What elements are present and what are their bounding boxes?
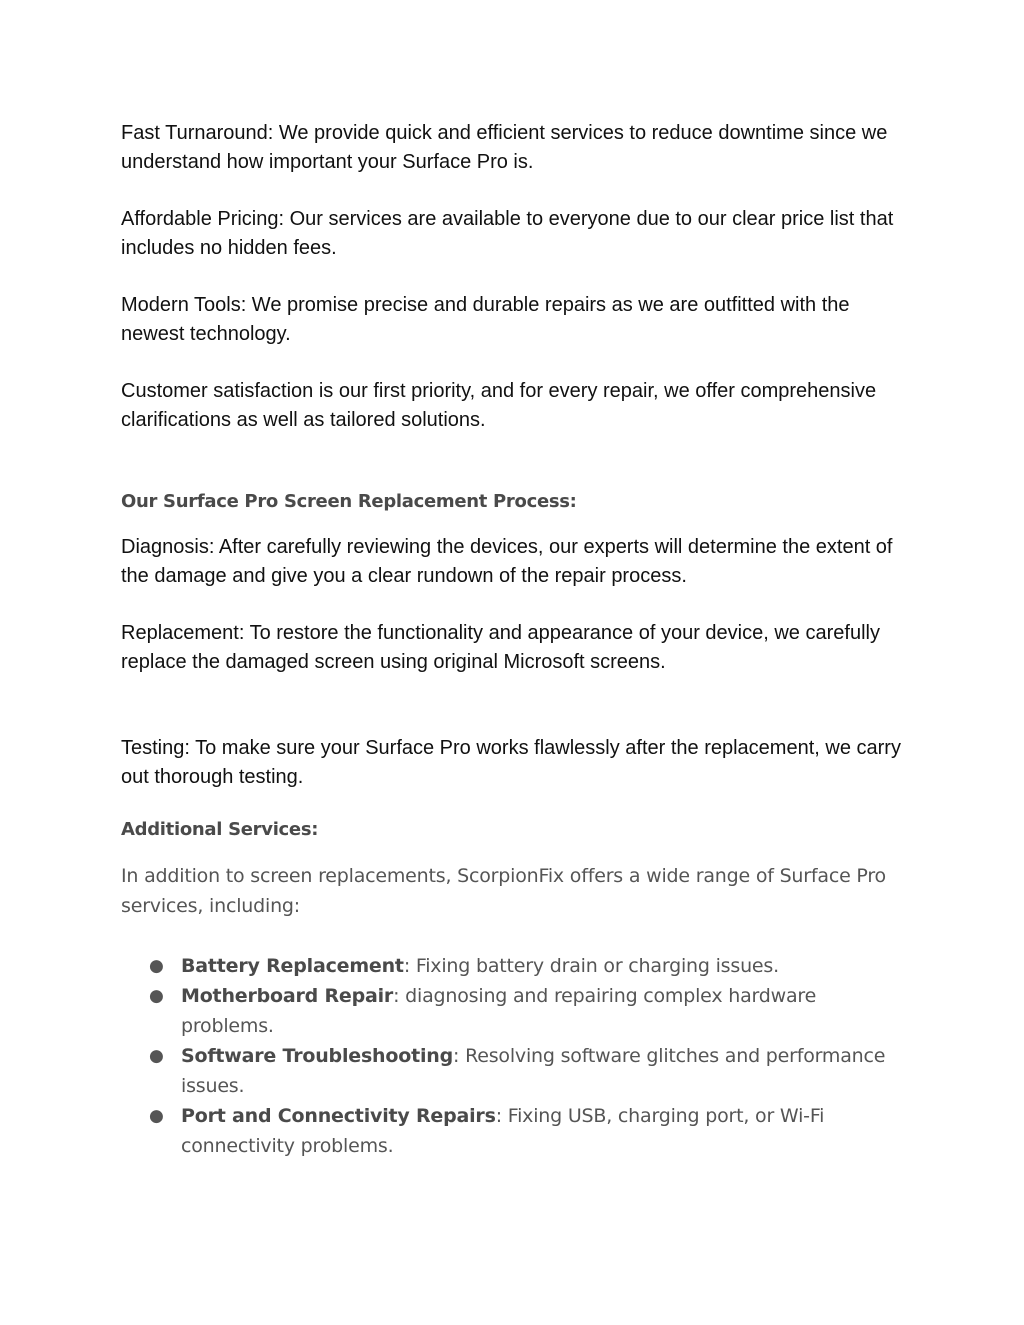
service-name: Battery Replacement bbox=[181, 955, 404, 977]
service-description: : diagnosing and repairing complex hardware problems. bbox=[181, 985, 817, 1037]
process-heading: Our Surface Pro Screen Replacement Process: bbox=[121, 491, 577, 512]
service-name: Software Troubleshooting bbox=[181, 1045, 454, 1067]
list-item-motherboard-repair bbox=[121, 981, 901, 1041]
service-description: : Fixing battery drain or charging issues. bbox=[403, 955, 779, 977]
additional-services-heading: Additional Services: bbox=[121, 819, 319, 840]
testing-paragraph: Testing: To make sure your Surface Pro works flawlessly after the replacement, we carry out thorough testing. bbox=[121, 737, 901, 788]
bullet-icon: ● bbox=[149, 986, 164, 1006]
service-name: Motherboard Repair bbox=[181, 985, 394, 1007]
list-item-port-connectivity-repairs bbox=[121, 1101, 901, 1161]
customer-satisfaction-paragraph: Customer satisfaction is our first priority, and for every repair, we offer comprehensive clarifications as well as tailored solutions. bbox=[121, 380, 877, 431]
replacement-paragraph: Replacement: To restore the functionality and appearance of your device, we carefully replace the damaged screen using original Microsoft screens. bbox=[121, 622, 880, 673]
fast-turnaround-paragraph: Fast Turnaround: We provide quick and efficient services to reduce downtime since we understand how important your Surface Pro is. bbox=[121, 122, 888, 173]
list-item-battery-replacement bbox=[121, 951, 901, 981]
services-list bbox=[121, 951, 901, 1161]
modern-tools-paragraph: Modern Tools: We promise precise and durable repairs as we are outfitted with the newest technology. bbox=[121, 294, 850, 345]
list-item-software-troubleshooting bbox=[121, 1041, 901, 1101]
bullet-icon: ● bbox=[149, 1106, 164, 1126]
bullet-icon: ● bbox=[149, 956, 164, 976]
additional-services-intro: In addition to screen replacements, ScorpionFix offers a wide range of Surface Pro services, including: bbox=[121, 865, 886, 917]
service-name: Port and Connectivity Repairs bbox=[181, 1105, 496, 1127]
affordable-pricing-paragraph: Affordable Pricing: Our services are available to everyone due to our clear price list that includes no hidden fees. bbox=[121, 208, 894, 259]
diagnosis-paragraph: Diagnosis: After carefully reviewing the devices, our experts will determine the extent of the damage and give you a clear rundown of the repair process. bbox=[121, 536, 893, 587]
service-description: : Resolving software glitches and performance issues. bbox=[181, 1045, 886, 1097]
service-description: : Fixing USB, charging port, or Wi-Fi connectivity problems. bbox=[181, 1105, 825, 1157]
bullet-icon: ● bbox=[149, 1046, 164, 1066]
